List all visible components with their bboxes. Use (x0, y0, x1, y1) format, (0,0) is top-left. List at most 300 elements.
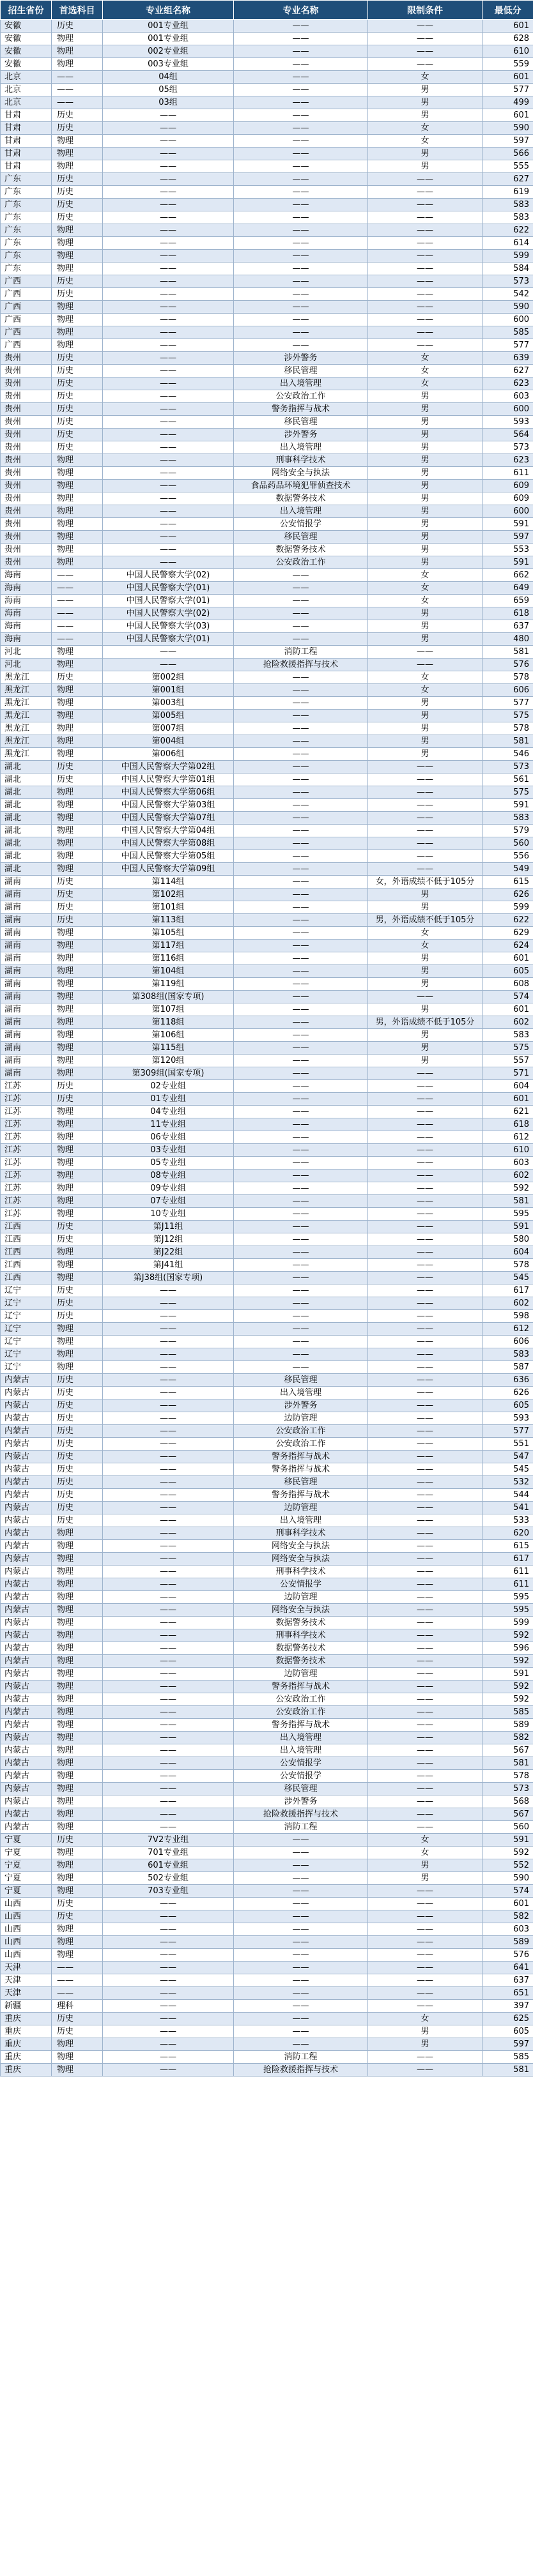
group-cell: —— (103, 224, 234, 237)
subject-cell: 物理 (52, 940, 103, 952)
table-row (1, 1949, 533, 1962)
subject-cell: 物理 (52, 1617, 103, 1629)
table-row (1, 492, 533, 505)
province-cell: 内蒙古 (1, 1527, 52, 1540)
subject-cell: 物理 (52, 1706, 103, 1719)
table-row (1, 1272, 533, 1284)
group-cell: —— (103, 1425, 234, 1438)
province-cell: 甘肃 (1, 135, 52, 148)
condition-cell: —— (368, 1936, 483, 1949)
table-row (1, 646, 533, 659)
min-score-cell: 578 (483, 671, 533, 684)
province-cell: 广东 (1, 199, 52, 211)
province-cell: 内蒙古 (1, 1770, 52, 1783)
major-cell: —— (234, 1170, 368, 1182)
min-score-cell: 600 (483, 403, 533, 416)
group-cell: —— (103, 505, 234, 518)
group-cell: 中国人民警察大学第08组 (103, 837, 234, 850)
province-cell: 甘肃 (1, 148, 52, 160)
min-score-cell: 580 (483, 1233, 533, 1246)
condition-cell: —— (368, 1617, 483, 1629)
major-cell: —— (234, 1208, 368, 1221)
min-score-cell: 584 (483, 263, 533, 275)
group-cell: 第102组 (103, 888, 234, 901)
major-cell: 消防工程 (234, 646, 368, 659)
province-cell: 江西 (1, 1246, 52, 1259)
table-row (1, 1566, 533, 1578)
min-score-cell: 602 (483, 1170, 533, 1182)
major-cell: 抢险救援指挥与技术 (234, 2064, 368, 2077)
subject-cell: 物理 (52, 863, 103, 876)
condition-cell: —— (368, 1655, 483, 1668)
min-score-cell: 590 (483, 1872, 533, 1885)
major-cell: 出入境管理 (234, 1744, 368, 1757)
province-cell: 内蒙古 (1, 1757, 52, 1770)
min-score-cell: 617 (483, 1553, 533, 1566)
major-cell: —— (234, 211, 368, 224)
condition-cell: 男 (368, 2025, 483, 2038)
group-cell: —— (103, 1719, 234, 1732)
table-row (1, 480, 533, 492)
group-cell: —— (103, 135, 234, 148)
group-cell: 中国人民警察大学(02) (103, 569, 234, 582)
group-cell: —— (103, 109, 234, 122)
province-cell: 广东 (1, 237, 52, 250)
min-score-cell: 533 (483, 1514, 533, 1527)
group-cell: 中国人民警察大学第01组 (103, 774, 234, 786)
min-score-cell: 397 (483, 2000, 533, 2013)
major-cell: —— (234, 888, 368, 901)
group-cell: 中国人民警察大学第09组 (103, 863, 234, 876)
condition-cell: —— (368, 1987, 483, 2000)
min-score-cell: 601 (483, 1093, 533, 1106)
subject-cell: 历史 (52, 441, 103, 454)
table-row (1, 1182, 533, 1195)
subject-cell: 物理 (52, 799, 103, 812)
group-cell: —— (103, 1757, 234, 1770)
condition-cell: 女 (368, 352, 483, 365)
min-score-cell: 591 (483, 518, 533, 531)
subject-cell: 物理 (52, 250, 103, 263)
province-cell: 湖南 (1, 1029, 52, 1042)
province-cell: 内蒙古 (1, 1629, 52, 1642)
subject-cell: 物理 (52, 646, 103, 659)
condition-cell: 男 (368, 978, 483, 991)
group-cell: 03组 (103, 96, 234, 109)
condition-cell: 女 (368, 135, 483, 148)
condition-cell: —— (368, 1451, 483, 1463)
condition-cell: —— (368, 1642, 483, 1655)
group-cell: —— (103, 288, 234, 301)
table-row (1, 1668, 533, 1680)
province-cell: 湖南 (1, 1003, 52, 1016)
table-row (1, 1872, 533, 1885)
condition-cell: —— (368, 1974, 483, 1987)
major-cell: —— (234, 1003, 368, 1016)
major-cell: —— (234, 109, 368, 122)
condition-cell: —— (368, 1463, 483, 1476)
province-cell: 黑龙江 (1, 684, 52, 697)
subject-cell: —— (52, 84, 103, 96)
condition-cell: —— (368, 211, 483, 224)
min-score-cell: 651 (483, 1987, 533, 2000)
min-score-cell: 624 (483, 940, 533, 952)
table-row (1, 1336, 533, 1348)
major-cell: 刑事科学技术 (234, 1527, 368, 1540)
condition-cell: —— (368, 301, 483, 314)
min-score-cell: 636 (483, 1374, 533, 1387)
table-row (1, 1859, 533, 1872)
min-score-cell: 545 (483, 1272, 533, 1284)
min-score-cell: 571 (483, 1067, 533, 1080)
group-cell: —— (103, 1706, 234, 1719)
condition-cell: —— (368, 1412, 483, 1425)
subject-cell: 物理 (52, 1118, 103, 1131)
table-row (1, 1323, 533, 1336)
major-cell: —— (234, 786, 368, 799)
header-group: 专业组名称 (103, 1, 234, 20)
province-cell: 贵州 (1, 441, 52, 454)
subject-cell: 物理 (52, 314, 103, 326)
table-row (1, 109, 533, 122)
min-score-cell: 608 (483, 978, 533, 991)
subject-cell: 历史 (52, 1080, 103, 1093)
table-row (1, 1284, 533, 1297)
province-cell: 湖南 (1, 1042, 52, 1055)
province-cell: 贵州 (1, 505, 52, 518)
subject-cell: 物理 (52, 1859, 103, 1872)
province-cell: 重庆 (1, 2038, 52, 2051)
major-cell: —— (234, 58, 368, 71)
group-cell: 中国人民警察大学第04组 (103, 825, 234, 837)
major-cell: —— (234, 582, 368, 595)
group-cell: —— (103, 250, 234, 263)
province-cell: 广东 (1, 263, 52, 275)
table-row (1, 1080, 533, 1093)
group-cell: —— (103, 1617, 234, 1629)
min-score-cell: 599 (483, 250, 533, 263)
condition-cell: 男，外语成绩不低于105分 (368, 914, 483, 927)
subject-cell: 历史 (52, 1412, 103, 1425)
group-cell: 第J12组 (103, 1233, 234, 1246)
condition-cell: 男 (368, 1042, 483, 1055)
min-score-cell: 604 (483, 1080, 533, 1093)
province-cell: 山西 (1, 1910, 52, 1923)
group-cell: —— (103, 1502, 234, 1514)
province-cell: 江西 (1, 1233, 52, 1246)
min-score-cell: 553 (483, 544, 533, 556)
table-row (1, 774, 533, 786)
header-min-score: 最低分 (483, 1, 533, 20)
major-cell: 网络安全与执法 (234, 1540, 368, 1553)
group-cell: —— (103, 429, 234, 441)
group-cell: —— (103, 518, 234, 531)
major-cell: —— (234, 952, 368, 965)
major-cell: 移民管理 (234, 1783, 368, 1795)
min-score-cell: 601 (483, 20, 533, 33)
condition-cell: 男 (368, 505, 483, 518)
table-row (1, 390, 533, 403)
min-score-cell: 626 (483, 1387, 533, 1399)
province-cell: 内蒙古 (1, 1668, 52, 1680)
min-score-cell: 573 (483, 761, 533, 774)
subject-cell: 历史 (52, 671, 103, 684)
subject-cell: 物理 (52, 1629, 103, 1642)
group-cell: —— (103, 2038, 234, 2051)
table-row (1, 901, 533, 914)
major-cell: —— (234, 224, 368, 237)
province-cell: 辽宁 (1, 1361, 52, 1374)
group-cell: —— (103, 148, 234, 160)
table-row (1, 876, 533, 888)
condition-cell: —— (368, 1182, 483, 1195)
province-cell: 内蒙古 (1, 1399, 52, 1412)
condition-cell: 男 (368, 901, 483, 914)
province-cell: 山西 (1, 1936, 52, 1949)
province-cell: 江苏 (1, 1144, 52, 1157)
condition-cell: —— (368, 2064, 483, 2077)
major-cell: —— (234, 748, 368, 761)
subject-cell: 历史 (52, 1463, 103, 1476)
province-cell: 海南 (1, 595, 52, 607)
province-cell: 天津 (1, 1987, 52, 2000)
province-cell: 重庆 (1, 2013, 52, 2025)
major-cell: —— (234, 1144, 368, 1157)
min-score-cell: 560 (483, 837, 533, 850)
major-cell: 出入境管理 (234, 505, 368, 518)
table-row (1, 991, 533, 1003)
condition-cell: 女 (368, 569, 483, 582)
subject-cell: 物理 (52, 1923, 103, 1936)
province-cell: 内蒙古 (1, 1821, 52, 1834)
table-row (1, 1067, 533, 1080)
subject-cell: 物理 (52, 45, 103, 58)
condition-cell: —— (368, 58, 483, 71)
group-cell: 中国人民警察大学(01) (103, 582, 234, 595)
major-cell: 涉外警务 (234, 352, 368, 365)
major-cell: 公安情报学 (234, 1757, 368, 1770)
min-score-cell: 593 (483, 416, 533, 429)
condition-cell: —— (368, 1221, 483, 1233)
subject-cell: 历史 (52, 2025, 103, 2038)
table-row (1, 888, 533, 901)
major-cell: —— (234, 1042, 368, 1055)
group-cell: —— (103, 1336, 234, 1348)
min-score-cell: 590 (483, 301, 533, 314)
table-row (1, 467, 533, 480)
province-cell: 江西 (1, 1221, 52, 1233)
subject-cell: 物理 (52, 480, 103, 492)
subject-cell: 物理 (52, 1029, 103, 1042)
table-row (1, 710, 533, 722)
subject-cell: 物理 (52, 1144, 103, 1157)
table-row (1, 1425, 533, 1438)
subject-cell: 理科 (52, 2000, 103, 2013)
table-row (1, 1757, 533, 1770)
major-cell: —— (234, 1898, 368, 1910)
table-row (1, 569, 533, 582)
group-cell: 中国人民警察大学第05组 (103, 850, 234, 863)
group-cell: —— (103, 1463, 234, 1476)
min-score-cell: 583 (483, 199, 533, 211)
major-cell: —— (234, 2000, 368, 2013)
major-cell: —— (234, 901, 368, 914)
major-cell: —— (234, 2013, 368, 2025)
min-score-cell: 568 (483, 1795, 533, 1808)
condition-cell: —— (368, 837, 483, 850)
condition-cell: —— (368, 1336, 483, 1348)
province-cell: 贵州 (1, 390, 52, 403)
condition-cell: —— (368, 1310, 483, 1323)
province-cell: 湖南 (1, 991, 52, 1003)
condition-cell: —— (368, 339, 483, 352)
min-score-cell: 618 (483, 1118, 533, 1131)
group-cell: 05专业组 (103, 1157, 234, 1170)
subject-cell: 历史 (52, 901, 103, 914)
group-cell: 中国人民警察大学第06组 (103, 786, 234, 799)
province-cell: 内蒙古 (1, 1680, 52, 1693)
major-cell: —— (234, 927, 368, 940)
subject-cell: 物理 (52, 326, 103, 339)
condition-cell: —— (368, 1910, 483, 1923)
major-cell: —— (234, 876, 368, 888)
subject-cell: 物理 (52, 518, 103, 531)
subject-cell: 物理 (52, 1527, 103, 1540)
min-score-cell: 592 (483, 1629, 533, 1642)
table-row (1, 812, 533, 825)
major-cell: 警务指挥与战术 (234, 1451, 368, 1463)
condition-cell: 男 (368, 965, 483, 978)
subject-cell: 物理 (52, 1591, 103, 1604)
group-cell: 003专业组 (103, 58, 234, 71)
table-row (1, 1680, 533, 1693)
major-cell: 抢险救援指挥与技术 (234, 659, 368, 671)
subject-cell: 物理 (52, 1578, 103, 1591)
major-cell: —— (234, 914, 368, 927)
min-score-cell: 566 (483, 148, 533, 160)
condition-cell: 男 (368, 1859, 483, 1872)
min-score-cell: 628 (483, 33, 533, 45)
province-cell: 湖北 (1, 761, 52, 774)
min-score-cell: 598 (483, 1310, 533, 1323)
group-cell: 第J22组 (103, 1246, 234, 1259)
group-cell: —— (103, 122, 234, 135)
min-score-cell: 622 (483, 914, 533, 927)
condition-cell: —— (368, 224, 483, 237)
condition-cell: —— (368, 1489, 483, 1502)
min-score-cell: 618 (483, 607, 533, 620)
group-cell: —— (103, 1412, 234, 1425)
major-cell: —— (234, 1834, 368, 1847)
province-cell: 海南 (1, 620, 52, 633)
condition-cell: 男 (368, 544, 483, 556)
condition-cell: 女 (368, 582, 483, 595)
table-row (1, 595, 533, 607)
table-row (1, 799, 533, 812)
province-cell: 内蒙古 (1, 1412, 52, 1425)
subject-cell: 物理 (52, 1770, 103, 1783)
subject-cell: —— (52, 1962, 103, 1974)
condition-cell: 女 (368, 365, 483, 377)
min-score-cell: 600 (483, 505, 533, 518)
major-cell: —— (234, 633, 368, 646)
min-score-cell: 556 (483, 850, 533, 863)
province-cell: 湖北 (1, 837, 52, 850)
subject-cell: 物理 (52, 1259, 103, 1272)
major-cell: 数据警务技术 (234, 1642, 368, 1655)
min-score-cell: 592 (483, 1847, 533, 1859)
province-cell: 宁夏 (1, 1872, 52, 1885)
condition-cell: —— (368, 173, 483, 186)
province-cell: 安徽 (1, 45, 52, 58)
min-score-cell: 577 (483, 84, 533, 96)
province-cell: 贵州 (1, 352, 52, 365)
subject-cell: 物理 (52, 952, 103, 965)
condition-cell: 男 (368, 748, 483, 761)
min-score-cell: 591 (483, 1834, 533, 1847)
major-cell: 移民管理 (234, 531, 368, 544)
group-cell: 06专业组 (103, 1131, 234, 1144)
group-cell: —— (103, 377, 234, 390)
table-row (1, 58, 533, 71)
group-cell: 第117组 (103, 940, 234, 952)
table-row (1, 352, 533, 365)
table-row (1, 1003, 533, 1016)
group-cell: —— (103, 1974, 234, 1987)
major-cell: —— (234, 1361, 368, 1374)
subject-cell: 物理 (52, 1067, 103, 1080)
subject-cell: 物理 (52, 1744, 103, 1757)
condition-cell: —— (368, 646, 483, 659)
group-cell: 第105组 (103, 927, 234, 940)
subject-cell: 物理 (52, 339, 103, 352)
condition-cell: 男 (368, 480, 483, 492)
province-cell: 江苏 (1, 1080, 52, 1093)
min-score-cell: 605 (483, 1399, 533, 1412)
group-cell: 第115组 (103, 1042, 234, 1055)
major-cell: —— (234, 326, 368, 339)
min-score-cell: 593 (483, 1412, 533, 1425)
condition-cell: 女 (368, 684, 483, 697)
group-cell: 第J41组 (103, 1259, 234, 1272)
condition-cell: —— (368, 1962, 483, 1974)
table-row (1, 927, 533, 940)
group-cell: —— (103, 531, 234, 544)
major-cell: 数据警务技术 (234, 1617, 368, 1629)
province-cell: 湖北 (1, 825, 52, 837)
condition-cell: 男 (368, 416, 483, 429)
subject-cell: 历史 (52, 1297, 103, 1310)
condition-cell: —— (368, 1923, 483, 1936)
table-row (1, 135, 533, 148)
condition-cell: —— (368, 850, 483, 863)
subject-cell: 物理 (52, 1170, 103, 1182)
major-cell: —— (234, 1118, 368, 1131)
group-cell: 02专业组 (103, 1080, 234, 1093)
condition-cell: 女 (368, 595, 483, 607)
table-row (1, 96, 533, 109)
condition-cell: 男 (368, 735, 483, 748)
group-cell: —— (103, 659, 234, 671)
group-cell: 08专业组 (103, 1170, 234, 1182)
condition-cell: —— (368, 1080, 483, 1093)
condition-cell: —— (368, 1323, 483, 1336)
table-row (1, 1029, 533, 1042)
major-cell: 涉外警务 (234, 1399, 368, 1412)
province-cell: 北京 (1, 96, 52, 109)
condition-cell: —— (368, 761, 483, 774)
table-row (1, 1885, 533, 1898)
